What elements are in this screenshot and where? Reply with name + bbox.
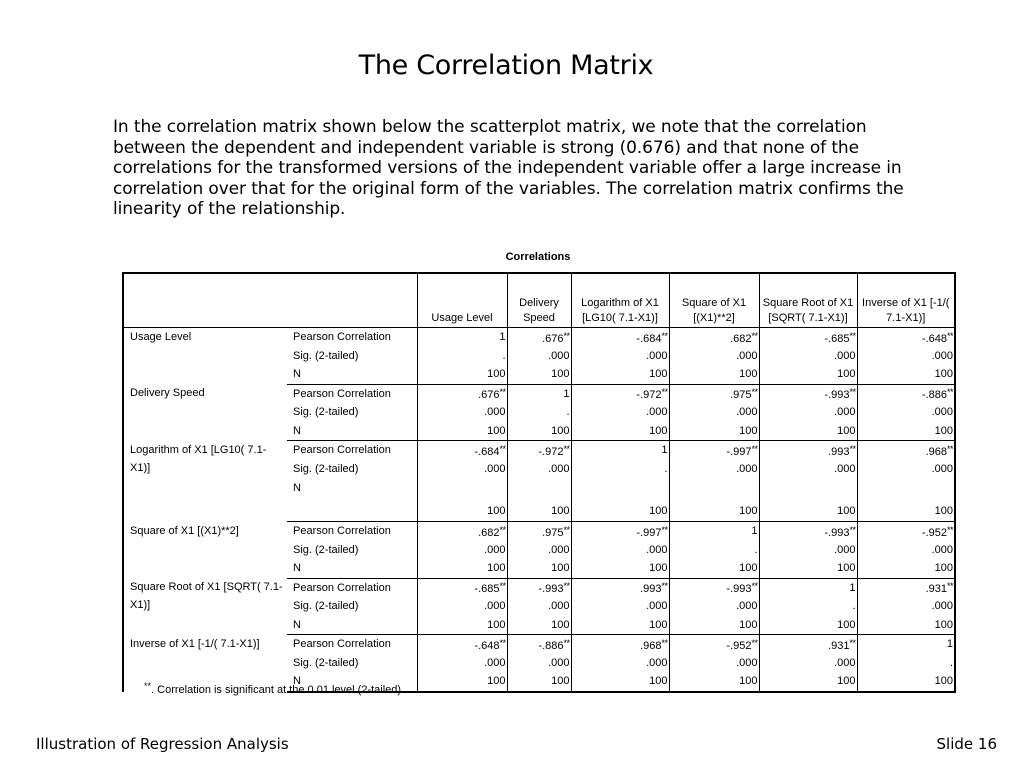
stat-label: Sig. (2-tailed) <box>293 462 359 475</box>
correlation-table <box>122 272 956 693</box>
table-cell: .000 <box>417 403 507 422</box>
stat-label: N <box>287 422 417 441</box>
table-cell: -.685** <box>759 328 857 347</box>
table-cell: .000 <box>417 541 507 560</box>
table-cell: -.997** <box>669 441 759 460</box>
table-cell: 1 <box>669 522 759 541</box>
table-cell: 100 <box>857 365 955 384</box>
table-cell: .000 <box>669 654 759 673</box>
table-cell: 100 <box>571 422 669 441</box>
table-cell: -.972** <box>571 384 669 403</box>
significance-mark: ** <box>751 581 758 592</box>
table-cell: 100 <box>507 422 571 441</box>
table-cell: . <box>417 347 507 366</box>
table-cell: 100 <box>759 422 857 441</box>
table-cell: .975** <box>507 522 571 541</box>
table-cell: .000 <box>571 541 669 560</box>
table-cell: .000 <box>857 597 955 616</box>
row-variable-label: Logarithm of X1 [LG10( 7.1-X1)] <box>123 441 287 522</box>
significance-mark: ** <box>849 524 856 535</box>
table-cell: . <box>507 403 571 422</box>
table-cell: -.972** <box>507 441 571 460</box>
table-cell: .000 <box>507 460 571 479</box>
table-body <box>123 328 955 692</box>
significance-mark: ** <box>661 637 668 648</box>
table-cell: -.685** <box>417 578 507 597</box>
table-cell: 100 <box>759 672 857 692</box>
row-variable-label: Usage Level <box>123 328 287 385</box>
table-row <box>123 635 955 654</box>
table-footnote <box>144 681 404 696</box>
significance-mark: ** <box>661 387 668 398</box>
table-cell: 100 <box>507 672 571 692</box>
table-cell: .993** <box>571 578 669 597</box>
table-cell: . <box>669 541 759 560</box>
table-cell: .000 <box>857 403 955 422</box>
footnote-mark: ** <box>144 681 152 691</box>
table-cell: 1 <box>571 441 669 460</box>
table-cell: -.684** <box>571 328 669 347</box>
table-cell: 100 <box>857 616 955 635</box>
stat-label: Pearson Correlation <box>293 387 391 400</box>
table-cell: 100 <box>759 616 857 635</box>
significance-mark: ** <box>946 330 953 341</box>
stat-label: Sig. (2-tailed) <box>293 600 359 613</box>
table-cell: .968** <box>571 635 669 654</box>
table-cell: -.952** <box>669 635 759 654</box>
significance-mark: ** <box>499 581 506 592</box>
stat-label: Pearson Correlation <box>293 331 391 344</box>
significance-mark: ** <box>499 387 506 398</box>
stat-label: N <box>287 672 417 692</box>
column-header: Square Root of X1 [SQRT( 7.1-X1)] <box>759 273 857 328</box>
table-cell: .000 <box>417 460 507 479</box>
significance-mark: ** <box>751 330 758 341</box>
table-cell: 100 <box>507 616 571 635</box>
table-cell: .000 <box>571 403 669 422</box>
table-cell: 100 <box>571 365 669 384</box>
table-cell: .931** <box>759 635 857 654</box>
table-cell: .000 <box>759 654 857 673</box>
stat-label: N <box>287 616 417 635</box>
table-cell: .931** <box>857 578 955 597</box>
table-cell: 100 <box>669 672 759 692</box>
table-cell: 100 <box>857 672 955 692</box>
column-header: Delivery Speed <box>507 273 571 328</box>
table-cell: -.993** <box>669 578 759 597</box>
significance-mark: ** <box>751 387 758 398</box>
table-row <box>123 522 955 541</box>
significance-mark: ** <box>946 387 953 398</box>
table-cell: -.993** <box>759 522 857 541</box>
slide-number: Slide 16 <box>936 735 997 753</box>
row-variable-label: Square Root of X1 [SQRT( 7.1-X1)] <box>123 578 287 635</box>
table-cell: -.993** <box>507 578 571 597</box>
table-row <box>123 578 955 597</box>
table-cell: -.886** <box>857 384 955 403</box>
table-cell: 100 <box>669 365 759 384</box>
table-cell: 100 <box>507 478 571 522</box>
table-cell: .000 <box>507 654 571 673</box>
significance-mark: ** <box>849 443 856 454</box>
table-cell: .000 <box>507 541 571 560</box>
significance-mark: ** <box>661 524 668 535</box>
table-cell: 100 <box>857 559 955 578</box>
table-cell: .000 <box>669 403 759 422</box>
stat-label: Pearson Correlation <box>293 581 391 594</box>
table-cell: 100 <box>417 559 507 578</box>
stat-label: Sig. (2-tailed) <box>293 349 359 362</box>
table-caption: Correlations <box>505 251 571 263</box>
table-cell: .000 <box>857 541 955 560</box>
table-cell: 100 <box>571 616 669 635</box>
table-cell: .000 <box>759 347 857 366</box>
footnote-text: . Correlation is significant at the 0.01 level (2-tailed). <box>151 684 405 696</box>
significance-mark: ** <box>849 637 856 648</box>
intro-paragraph: In the correlation matrix shown below the scatterplot matrix, we note that the correlation between the dependent and independent variable is strong (0.676) and that none of the correlations for the transformed versions of the independent variable offer a large increase in correlation over that for the original form of the variables. The correlation matrix confirms the linearity of the relationship. <box>113 117 904 219</box>
stat-label: Sig. (2-tailed) <box>293 406 359 419</box>
table-cell: 100 <box>571 478 669 522</box>
table-cell: .000 <box>669 347 759 366</box>
stat-label: Pearson Correlation <box>293 525 391 538</box>
row-variable-label: Square of X1 [(X1)**2] <box>123 522 287 579</box>
table-cell: 100 <box>857 422 955 441</box>
table-header-row <box>123 273 955 328</box>
table-cell: 100 <box>507 365 571 384</box>
table-cell: .682** <box>417 522 507 541</box>
significance-mark: ** <box>563 330 570 341</box>
table-cell: 100 <box>857 478 955 522</box>
stat-label: Pearson Correlation <box>293 444 391 457</box>
table-cell: 100 <box>571 559 669 578</box>
table-cell: .000 <box>857 347 955 366</box>
significance-mark: ** <box>751 443 758 454</box>
table-cell: .000 <box>669 597 759 616</box>
table-cell: 100 <box>669 559 759 578</box>
table-cell: -.997** <box>571 522 669 541</box>
stat-label: Sig. (2-tailed) <box>293 656 359 669</box>
table-cell: .000 <box>857 460 955 479</box>
table-cell: -.648** <box>417 635 507 654</box>
table-cell: 100 <box>417 365 507 384</box>
table-cell: 100 <box>507 559 571 578</box>
table-row <box>123 384 955 403</box>
significance-mark: ** <box>563 524 570 535</box>
header-corner <box>123 273 417 328</box>
table-cell: 100 <box>669 616 759 635</box>
table-cell: -.684** <box>417 441 507 460</box>
table-cell: 1 <box>507 384 571 403</box>
table-cell: .000 <box>507 347 571 366</box>
table-cell: 100 <box>759 559 857 578</box>
stat-label: N <box>287 365 417 384</box>
table-cell: .682** <box>669 328 759 347</box>
table-cell: 100 <box>669 478 759 522</box>
table-cell: .968** <box>857 441 955 460</box>
table-cell: .676** <box>417 384 507 403</box>
significance-mark: ** <box>946 524 953 535</box>
stat-label: N <box>287 478 417 522</box>
footer-left: Illustration of Regression Analysis <box>36 735 289 753</box>
table-cell: 1 <box>759 578 857 597</box>
column-header: Usage Level <box>417 273 507 328</box>
significance-mark: ** <box>499 524 506 535</box>
significance-mark: ** <box>661 330 668 341</box>
table-cell: .000 <box>571 347 669 366</box>
column-header: Logarithm of X1 [LG10( 7.1-X1)] <box>571 273 669 328</box>
table-cell: .000 <box>759 541 857 560</box>
table-cell: .000 <box>507 597 571 616</box>
column-header: Square of X1 [(X1)**2] <box>669 273 759 328</box>
table-cell: 100 <box>669 422 759 441</box>
table-cell: . <box>759 597 857 616</box>
table-cell: .975** <box>669 384 759 403</box>
column-header: Inverse of X1 [-1/( 7.1-X1)] <box>857 273 955 328</box>
stat-label: N <box>287 559 417 578</box>
table-cell: 1 <box>857 635 955 654</box>
table-cell: 100 <box>759 365 857 384</box>
table-cell: .000 <box>759 460 857 479</box>
stat-label: Pearson Correlation <box>293 638 391 651</box>
significance-mark: ** <box>499 443 506 454</box>
table-cell: .000 <box>417 597 507 616</box>
table-cell: .000 <box>417 654 507 673</box>
table-cell: 100 <box>417 672 507 692</box>
row-variable-label: Inverse of X1 [-1/( 7.1-X1)] <box>123 635 287 692</box>
table-row <box>123 441 955 460</box>
table-cell: .000 <box>669 460 759 479</box>
table-cell: -.648** <box>857 328 955 347</box>
significance-mark: ** <box>946 581 953 592</box>
table-cell: -.952** <box>857 522 955 541</box>
stat-label: Sig. (2-tailed) <box>293 543 359 556</box>
significance-mark: ** <box>499 637 506 648</box>
significance-mark: ** <box>661 581 668 592</box>
table-cell: .000 <box>759 403 857 422</box>
table-cell: .993** <box>759 441 857 460</box>
significance-mark: ** <box>751 637 758 648</box>
table-cell: 100 <box>759 478 857 522</box>
significance-mark: ** <box>946 443 953 454</box>
significance-mark: ** <box>563 443 570 454</box>
table-cell: .000 <box>571 654 669 673</box>
significance-mark: ** <box>849 387 856 398</box>
table-cell: .000 <box>571 597 669 616</box>
table-cell: 100 <box>417 616 507 635</box>
table-cell: 100 <box>417 478 507 522</box>
table-row <box>123 328 955 347</box>
table-cell: 100 <box>571 672 669 692</box>
table-cell: -.993** <box>759 384 857 403</box>
row-variable-label: Delivery Speed <box>123 384 287 441</box>
table-cell: 1 <box>417 328 507 347</box>
significance-mark: ** <box>563 581 570 592</box>
table-cell: . <box>857 654 955 673</box>
table-cell: -.886** <box>507 635 571 654</box>
table-cell: . <box>571 460 669 479</box>
significance-mark: ** <box>563 637 570 648</box>
significance-mark: ** <box>849 330 856 341</box>
table-cell: .676** <box>507 328 571 347</box>
slide-title: The Correlation Matrix <box>358 50 654 81</box>
table-cell: 100 <box>417 422 507 441</box>
